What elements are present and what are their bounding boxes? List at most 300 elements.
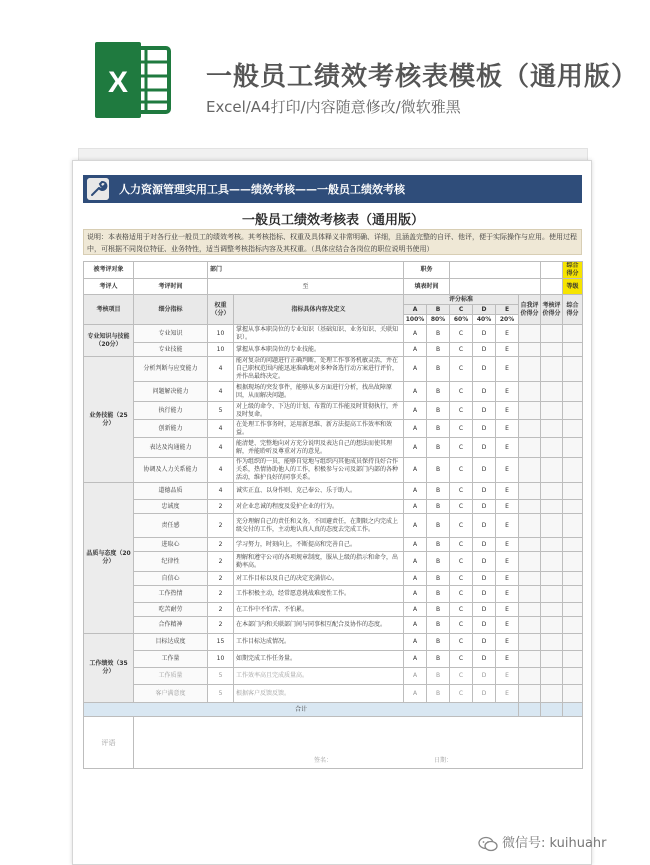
grade-option[interactable]: E: [496, 685, 519, 703]
index-name: 专业技能: [134, 343, 208, 357]
self-score-cell[interactable]: [519, 538, 541, 552]
index-name: 自信心: [134, 572, 208, 586]
index-definition: 诚实正直、以身作则、克己奉公、乐于助人。: [234, 483, 404, 500]
index-weight: 2: [208, 617, 234, 634]
grade-option[interactable]: A: [404, 420, 427, 438]
table-row: [84, 500, 583, 514]
index-definition: 充分理解自己的责任和义务，不回避责任，在期限之内完成上级交付的工作，主动地认真人真的态度去完成工作。: [234, 514, 404, 538]
index-weight: 5: [208, 402, 234, 420]
total-score-cell[interactable]: [563, 651, 583, 668]
rater-score-cell[interactable]: [541, 617, 563, 634]
grade-option[interactable]: A: [404, 357, 427, 382]
grade-option[interactable]: A: [404, 651, 427, 668]
index-weight: 2: [208, 514, 234, 538]
grade-percent: 80%: [427, 315, 450, 325]
grade-percent: 20%: [496, 315, 519, 325]
grade-option[interactable]: C: [450, 438, 473, 458]
tool-banner: [83, 175, 582, 203]
excel-icon-letter: X: [107, 66, 129, 99]
index-name: 责任感: [134, 514, 208, 538]
rater-score-cell[interactable]: [541, 500, 563, 514]
fill-time-input[interactable]: [450, 279, 541, 295]
grade-option[interactable]: D: [473, 617, 496, 634]
info-row: [84, 279, 583, 295]
total-score-cell[interactable]: [563, 382, 583, 402]
total-score-cell[interactable]: [563, 572, 583, 586]
self-score-cell[interactable]: [519, 357, 541, 382]
total-score-cell[interactable]: [563, 420, 583, 438]
form-title: 一般员工绩效考核表（通用版）: [241, 213, 424, 228]
excel-icon: [93, 40, 173, 120]
grade-letter: C: [450, 305, 473, 315]
banner-title: 人力资源管理实用工具——绩效考核——一般员工绩效考核: [119, 183, 405, 196]
form-description: 说明：本表格适用于对各行业一般员工的绩效考核。其考核指标、权重及具体释义非常明确、详细，且涵盖完整的自评、他评，便于实际操作与应用。使用过程中，可根据不同岗位特征、业务特性，适当调整考核指标内容及其权重。（具体应结合各岗位的职位说明书使用）: [83, 229, 582, 255]
grade-option[interactable]: D: [473, 538, 496, 552]
header-row: [84, 295, 583, 305]
total-score-cell[interactable]: [563, 438, 583, 458]
index-definition: 在本部门内和关联部门间与同事相互配合及协作的态度。: [234, 617, 404, 634]
eval-time-label: 考评时间: [134, 279, 208, 295]
category-name: 工作绩效（35分）: [84, 634, 134, 703]
grade-option[interactable]: A: [404, 572, 427, 586]
grade-option[interactable]: C: [450, 634, 473, 651]
grade-option[interactable]: B: [427, 382, 450, 402]
grade-option[interactable]: A: [404, 514, 427, 538]
rater-score-cell[interactable]: [541, 514, 563, 538]
grade-option[interactable]: A: [404, 500, 427, 514]
grade-option[interactable]: B: [427, 651, 450, 668]
total-row: [84, 703, 583, 717]
index-definition: 工作积极主动，经常愿意挑战难度性工作。: [234, 586, 404, 603]
rater-score-cell[interactable]: [541, 458, 563, 483]
index-definition: 在工作中不怕苦、不怕累。: [234, 603, 404, 617]
grade-option[interactable]: C: [450, 382, 473, 402]
index-name: 创新能力: [134, 420, 208, 438]
grade-option[interactable]: D: [473, 514, 496, 538]
grade-option[interactable]: A: [404, 438, 427, 458]
self-score-cell[interactable]: [519, 651, 541, 668]
grade-option[interactable]: E: [496, 572, 519, 586]
grade-option[interactable]: D: [473, 603, 496, 617]
grade-option[interactable]: A: [404, 552, 427, 572]
grade-option[interactable]: D: [473, 483, 496, 500]
grade-option[interactable]: A: [404, 458, 427, 483]
self-score-cell[interactable]: [519, 634, 541, 651]
grade-option[interactable]: D: [473, 685, 496, 703]
evaluatee-label: 被考评对象: [84, 262, 134, 279]
index-weight: 10: [208, 343, 234, 357]
col-header-total: 综合得分: [563, 295, 583, 325]
grade-option[interactable]: B: [427, 500, 450, 514]
index-definition: 学习努力，时刻向上，不断提高和完善自己。: [234, 538, 404, 552]
self-score-cell[interactable]: [519, 586, 541, 603]
rater-score-cell[interactable]: [541, 357, 563, 382]
grade-option[interactable]: B: [427, 603, 450, 617]
total-score-cell[interactable]: [563, 586, 583, 603]
index-name: 分析判断与应变能力: [134, 357, 208, 382]
self-score-cell[interactable]: [519, 343, 541, 357]
table-row: [84, 325, 583, 343]
index-weight: 2: [208, 552, 234, 572]
date-label: 日期：: [434, 757, 453, 764]
index-name: 工作质量: [134, 668, 208, 685]
grade-letter: A: [404, 305, 427, 315]
wechat-icon: [478, 836, 498, 852]
self-score-cell[interactable]: [519, 325, 541, 343]
index-name: 问题解决能力: [134, 382, 208, 402]
index-name: 专业知识: [134, 325, 208, 343]
total-score-cell[interactable]: [563, 552, 583, 572]
table-row: [84, 685, 583, 703]
total-score-cell[interactable]: [563, 668, 583, 685]
table-row: [84, 382, 583, 402]
grade-option[interactable]: E: [496, 514, 519, 538]
col-header-content: 指标具体内容及定义: [234, 295, 404, 325]
index-weight: 5: [208, 685, 234, 703]
grade-option[interactable]: A: [404, 343, 427, 357]
rater-score-cell[interactable]: [541, 420, 563, 438]
index-weight: 2: [208, 586, 234, 603]
grade-option[interactable]: B: [427, 586, 450, 603]
total-score-cell[interactable]: [563, 325, 583, 343]
total-score-cell[interactable]: [563, 538, 583, 552]
grade-option[interactable]: E: [496, 668, 519, 685]
table-row: [84, 438, 583, 458]
grade-option[interactable]: E: [496, 438, 519, 458]
index-weight: 15: [208, 634, 234, 651]
grade-option[interactable]: E: [496, 382, 519, 402]
grade-option[interactable]: D: [473, 668, 496, 685]
grade-option[interactable]: D: [473, 402, 496, 420]
review-area[interactable]: [134, 717, 583, 769]
index-weight: 2: [208, 538, 234, 552]
grade-option[interactable]: A: [404, 382, 427, 402]
self-score-cell[interactable]: [519, 617, 541, 634]
grade-option[interactable]: B: [427, 617, 450, 634]
index-name: 纪律性: [134, 552, 208, 572]
col-header-self: 自我评价得分: [519, 295, 541, 325]
page-title: 一般员工绩效考核表模板（通用版）: [206, 62, 639, 92]
index-definition: 对工作目标以及自己的决定充满信心。: [234, 572, 404, 586]
grade-option[interactable]: D: [473, 634, 496, 651]
index-weight: 4: [208, 458, 234, 483]
total-score-cell[interactable]: [563, 514, 583, 538]
index-definition: 在处理工作事务时，运用新思维、新方法提高工作效率和效益。: [234, 420, 404, 438]
grade-option[interactable]: E: [496, 552, 519, 572]
total-score-cell[interactable]: [519, 703, 541, 717]
col-header-index: 细分指标: [134, 295, 208, 325]
grade-option[interactable]: D: [473, 552, 496, 572]
overall-score-input[interactable]: [541, 262, 563, 279]
total-score-cell[interactable]: [563, 458, 583, 483]
grade-option[interactable]: A: [404, 586, 427, 603]
table-row: [84, 572, 583, 586]
index-definition: 如期完成工作任务量。: [234, 651, 404, 668]
grade-option[interactable]: E: [496, 343, 519, 357]
self-score-cell[interactable]: [519, 458, 541, 483]
total-score-cell[interactable]: [563, 483, 583, 500]
grade-option[interactable]: E: [496, 634, 519, 651]
grade-label: 等级: [563, 279, 583, 295]
grade-percent: 60%: [450, 315, 473, 325]
grade-option[interactable]: E: [496, 586, 519, 603]
self-score-cell[interactable]: [519, 685, 541, 703]
grade-option[interactable]: A: [404, 538, 427, 552]
index-name: 道德品质: [134, 483, 208, 500]
grade-option[interactable]: C: [450, 357, 473, 382]
spreadsheet-preview: [72, 160, 592, 865]
wrench-icon: [87, 178, 109, 200]
self-score-cell[interactable]: [519, 483, 541, 500]
grade-option[interactable]: B: [427, 552, 450, 572]
rater-score-cell[interactable]: [541, 483, 563, 500]
total-score-cell[interactable]: [563, 634, 583, 651]
self-score-cell[interactable]: [519, 552, 541, 572]
self-score-cell[interactable]: [519, 514, 541, 538]
table-row: [84, 420, 583, 438]
total-label: 合计: [84, 703, 519, 717]
total-score-cell[interactable]: [563, 685, 583, 703]
index-name: 工作量: [134, 651, 208, 668]
index-weight: 4: [208, 382, 234, 402]
grade-option[interactable]: B: [427, 438, 450, 458]
index-name: 协调及人力关系能力: [134, 458, 208, 483]
grade-option[interactable]: E: [496, 483, 519, 500]
grade-option[interactable]: D: [473, 420, 496, 438]
grade-option[interactable]: A: [404, 483, 427, 500]
grade-option[interactable]: D: [473, 382, 496, 402]
grade-option[interactable]: E: [496, 325, 519, 343]
index-weight: 4: [208, 357, 234, 382]
total-score-cell[interactable]: [563, 402, 583, 420]
col-header-weight: 权重（分）: [208, 295, 234, 325]
grade-option[interactable]: C: [450, 420, 473, 438]
position-input[interactable]: [450, 262, 541, 279]
eval-time-to: 至: [208, 279, 404, 295]
rater-score-cell[interactable]: [541, 634, 563, 651]
total-score-cell[interactable]: [541, 703, 563, 717]
index-name: 目标达成度: [134, 634, 208, 651]
grade-option[interactable]: E: [496, 402, 519, 420]
grade-option[interactable]: D: [473, 325, 496, 343]
department-label: 部门: [208, 262, 404, 279]
total-score-cell[interactable]: [563, 603, 583, 617]
grade-percent: 100%: [404, 315, 427, 325]
table-row: [84, 552, 583, 572]
grade-option[interactable]: B: [427, 538, 450, 552]
rater-score-cell[interactable]: [541, 586, 563, 603]
self-score-cell[interactable]: [519, 382, 541, 402]
grade-option[interactable]: E: [496, 617, 519, 634]
signature-label: 签名：: [314, 757, 333, 764]
grade-option[interactable]: C: [450, 538, 473, 552]
grade-option[interactable]: C: [450, 651, 473, 668]
rater-score-cell[interactable]: [541, 651, 563, 668]
total-score-cell[interactable]: [563, 357, 583, 382]
grade-percent: 40%: [473, 315, 496, 325]
grade-option[interactable]: D: [473, 343, 496, 357]
rater-score-cell[interactable]: [541, 603, 563, 617]
grade-option[interactable]: A: [404, 685, 427, 703]
index-definition: 对上级的命令、下达的计划、布置的工作能及时贯彻执行，并及时复命。: [234, 402, 404, 420]
grade-option[interactable]: D: [473, 500, 496, 514]
self-score-cell[interactable]: [519, 402, 541, 420]
index-definition: 根据客户反馈反馈。: [234, 685, 404, 703]
index-name: 进取心: [134, 538, 208, 552]
grade-option[interactable]: C: [450, 552, 473, 572]
index-definition: 能清楚、完整地向对方充分说明及表达自己的想法而使其理解，并能聆听及尊重对方的意见。: [234, 438, 404, 458]
grade-option[interactable]: B: [427, 572, 450, 586]
grade-option[interactable]: A: [404, 634, 427, 651]
self-score-cell[interactable]: [519, 438, 541, 458]
rater-score-cell[interactable]: [541, 685, 563, 703]
page-header: [0, 0, 650, 150]
index-weight: 2: [208, 603, 234, 617]
grade-option[interactable]: C: [450, 617, 473, 634]
grade-option[interactable]: C: [450, 325, 473, 343]
table-row: [84, 668, 583, 685]
self-score-cell[interactable]: [519, 572, 541, 586]
grade-option[interactable]: D: [473, 651, 496, 668]
table-row: [84, 357, 583, 382]
total-score-cell[interactable]: [563, 500, 583, 514]
grade-option[interactable]: C: [450, 572, 473, 586]
index-definition: 根据现场的突发事件，能够从多方面进行分析，找出故障原因，从而解决问题。: [234, 382, 404, 402]
grade-option[interactable]: E: [496, 500, 519, 514]
grade-input[interactable]: [541, 279, 563, 295]
appraisal-table: [83, 261, 583, 769]
rater-score-cell[interactable]: [541, 402, 563, 420]
category-name: 业务技能（25分）: [84, 357, 134, 483]
total-score-cell[interactable]: [563, 617, 583, 634]
overall-score-label: 综合得分: [563, 262, 583, 279]
grade-option[interactable]: A: [404, 402, 427, 420]
grade-option[interactable]: B: [427, 402, 450, 420]
grade-option[interactable]: E: [496, 420, 519, 438]
grade-option[interactable]: C: [450, 668, 473, 685]
total-score-cell[interactable]: [563, 343, 583, 357]
rater-score-cell[interactable]: [541, 325, 563, 343]
grade-option[interactable]: C: [450, 343, 473, 357]
rater-score-cell[interactable]: [541, 538, 563, 552]
total-score-cell[interactable]: [563, 703, 583, 717]
grade-option[interactable]: C: [450, 500, 473, 514]
self-score-cell[interactable]: [519, 603, 541, 617]
index-weight: 4: [208, 483, 234, 500]
index-name: 忠诚度: [134, 500, 208, 514]
index-definition: 作为组织的一员，能够自觉地与组织内其他成员保持良好合作关系，热情协助他人的工作，积极参与公司及部门内部的各种活动，维护良好的同事关系。: [234, 458, 404, 483]
grade-option[interactable]: C: [450, 402, 473, 420]
grade-option[interactable]: C: [450, 483, 473, 500]
self-score-cell[interactable]: [519, 500, 541, 514]
grade-option[interactable]: E: [496, 603, 519, 617]
grade-letter: B: [427, 305, 450, 315]
grade-option[interactable]: D: [473, 572, 496, 586]
grade-option[interactable]: B: [427, 420, 450, 438]
grade-option[interactable]: D: [473, 438, 496, 458]
table-row: [84, 651, 583, 668]
index-definition: 对企业忠诚的程度及爱护企业的行为。: [234, 500, 404, 514]
category-name: 专业知识与技能（20分）: [84, 325, 134, 357]
grade-option[interactable]: D: [473, 586, 496, 603]
grade-option[interactable]: B: [427, 325, 450, 343]
col-header-rater: 考核评价得分: [541, 295, 563, 325]
grade-option[interactable]: A: [404, 617, 427, 634]
index-weight: 2: [208, 500, 234, 514]
grade-option[interactable]: A: [404, 325, 427, 343]
index-definition: 工作效率高且完成质量高。: [234, 668, 404, 685]
table-row: [84, 586, 583, 603]
grade-option[interactable]: B: [427, 343, 450, 357]
self-score-cell[interactable]: [519, 668, 541, 685]
wechat-watermark: [478, 832, 607, 852]
grade-option[interactable]: B: [427, 634, 450, 651]
grade-option[interactable]: E: [496, 357, 519, 382]
index-weight: 10: [208, 651, 234, 668]
grade-option[interactable]: B: [427, 458, 450, 483]
category-name: 品质与态度（20分）: [84, 483, 134, 634]
table-row: [84, 514, 583, 538]
grade-option[interactable]: B: [427, 514, 450, 538]
grade-option[interactable]: C: [450, 603, 473, 617]
grade-option[interactable]: E: [496, 458, 519, 483]
grade-option[interactable]: B: [427, 668, 450, 685]
grade-option[interactable]: B: [427, 685, 450, 703]
index-name: 表达及沟通能力: [134, 438, 208, 458]
table-row: [84, 343, 583, 357]
review-row: [84, 717, 583, 769]
grade-option[interactable]: E: [496, 538, 519, 552]
index-definition: 理解和遵守公司的各项规章制度，服从上级的指示和命令，出勤率高。: [234, 552, 404, 572]
grade-option[interactable]: A: [404, 603, 427, 617]
info-row: [84, 262, 583, 279]
index-weight: 5: [208, 668, 234, 685]
table-row: [84, 603, 583, 617]
evaluator-label: 考评人: [84, 279, 134, 295]
evaluatee-input[interactable]: [134, 262, 208, 279]
rater-score-cell[interactable]: [541, 552, 563, 572]
grade-letter: D: [473, 305, 496, 315]
index-definition: 能对复杂的问题进行正确判断，处理工作事务机敏灵活，并在自己职权范围内能迅速准确地对多种备选行动方案进行评价，并作出最终决定。: [234, 357, 404, 382]
grade-option[interactable]: B: [427, 357, 450, 382]
table-row: [84, 483, 583, 500]
index-name: 执行能力: [134, 402, 208, 420]
col-header-standard: 评分标准: [404, 295, 519, 305]
rater-score-cell[interactable]: [541, 572, 563, 586]
self-score-cell[interactable]: [519, 420, 541, 438]
grade-option[interactable]: B: [427, 483, 450, 500]
rater-score-cell[interactable]: [541, 438, 563, 458]
grade-option[interactable]: A: [404, 668, 427, 685]
rater-score-cell[interactable]: [541, 382, 563, 402]
grade-option[interactable]: E: [496, 651, 519, 668]
grade-option[interactable]: C: [450, 685, 473, 703]
index-name: 吃苦耐劳: [134, 603, 208, 617]
col-header-item: 考核项目: [84, 295, 134, 325]
rater-score-cell[interactable]: [541, 668, 563, 685]
rater-score-cell[interactable]: [541, 343, 563, 357]
grade-option[interactable]: D: [473, 357, 496, 382]
grade-option[interactable]: C: [450, 458, 473, 483]
grade-option[interactable]: D: [473, 458, 496, 483]
index-weight: 4: [208, 438, 234, 458]
grade-option[interactable]: C: [450, 586, 473, 603]
index-name: 工作热情: [134, 586, 208, 603]
watermark-text: 微信号: kuihuahr: [502, 836, 607, 851]
index-definition: 掌握从事本职岗位的专业技能。: [234, 343, 404, 357]
grade-letter: E: [496, 305, 519, 315]
grade-option[interactable]: C: [450, 514, 473, 538]
